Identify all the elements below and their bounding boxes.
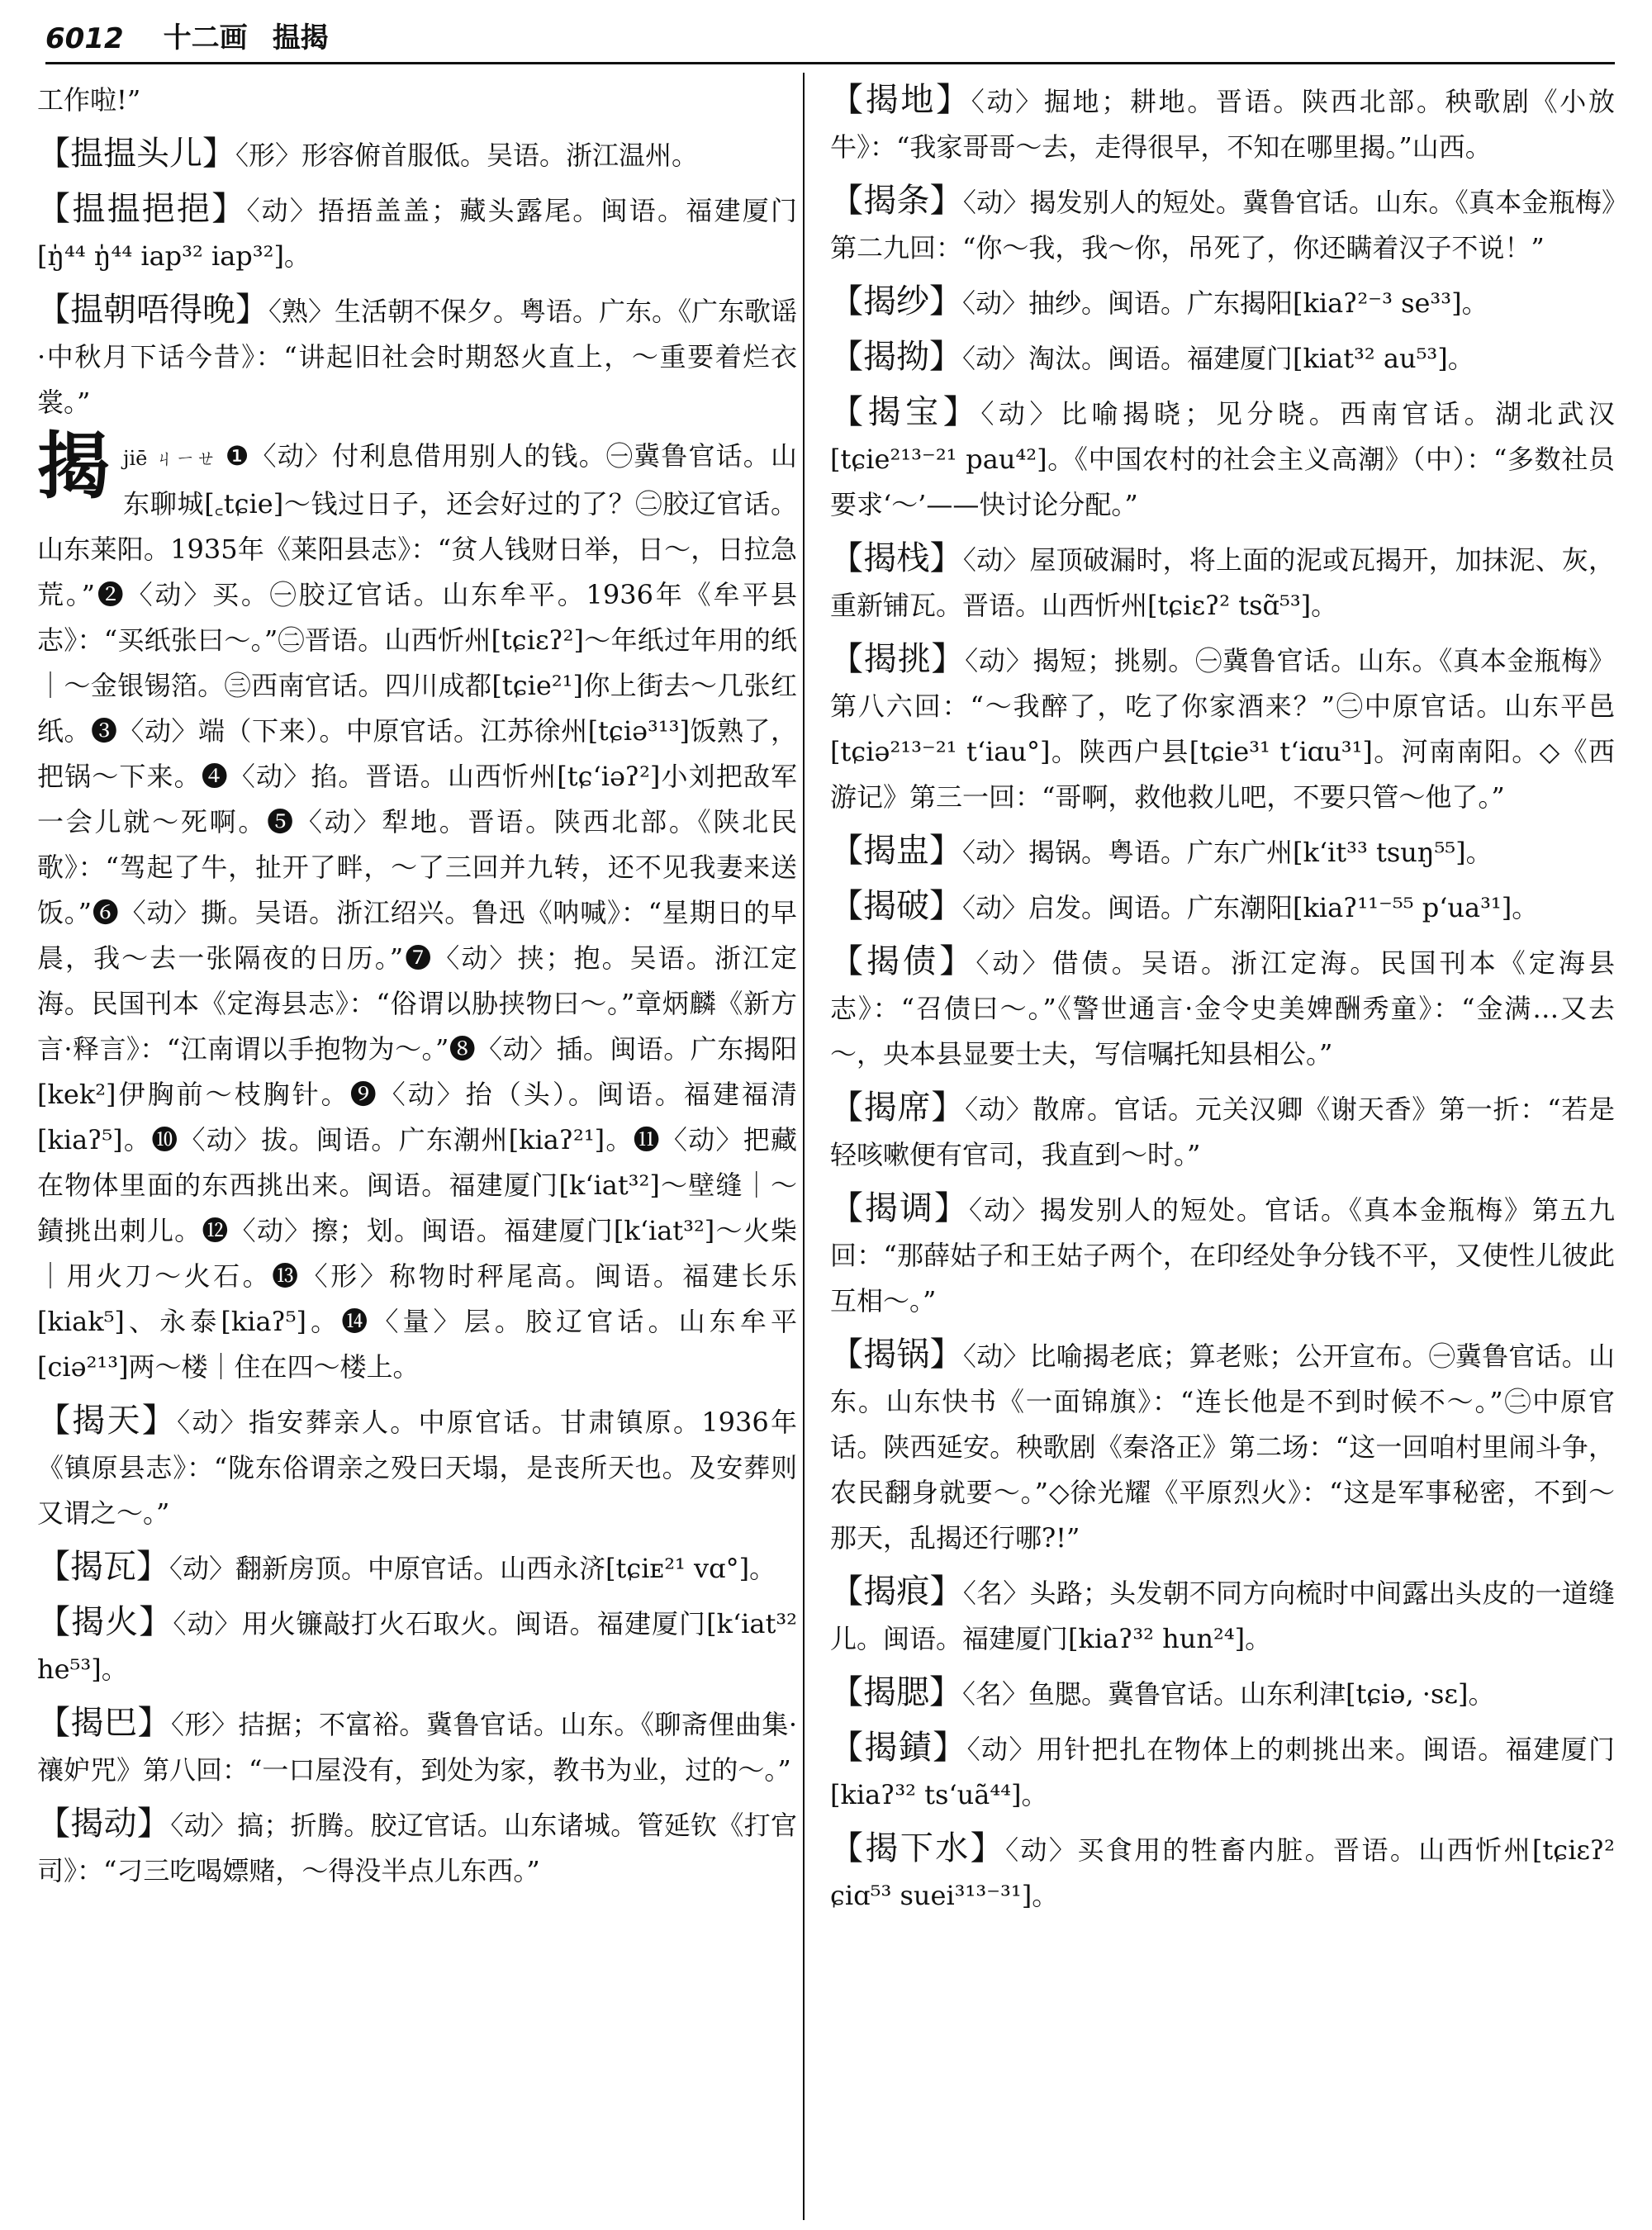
entry (37, 1398, 797, 1536)
entry-headword: 【揭破】 (830, 887, 962, 925)
entry-definition: 〈动〉屋顶破漏时，将上面的泥或瓦揭开，加抹泥、灰，重新铺瓦。晋语。山西忻州[tɕiɛʔ² tsɑ̃⁵³]。 (830, 544, 1615, 621)
page-number: 6012 (45, 22, 124, 55)
entry-definition: 〈熟〉生活朝不保夕。粤语。广东。《广东歌谣·中秋月下话今昔》：“讲起旧社会时期怒火直上，～重要着烂衣裳。” (37, 296, 797, 418)
entry (830, 1670, 1615, 1717)
entry (830, 1826, 1615, 1919)
entry (830, 390, 1615, 528)
entry-headword: 【揭动】 (37, 1805, 171, 1843)
entry-headword: 【揾揾挹挹】 (37, 190, 247, 228)
entry-headword: 【揭纱】 (830, 282, 962, 320)
entry-headword: 【揾朝唔得晚】 (37, 291, 268, 329)
header-characters: 揾揭 (272, 21, 329, 55)
pronunciation: jiē ㄐㄧㄝ (123, 447, 217, 470)
entry-definition: 〈动〉掘地；耕地。晋语。陕西北部。秧歌剧《小放牛》：“我家哥哥～去，走得很早，不知在哪里揭。”山西。 (830, 86, 1615, 163)
entry (830, 828, 1615, 875)
entry-headword: 【揭腮】 (830, 1673, 962, 1711)
entry-headword: 【揭调】 (830, 1189, 969, 1227)
entry (830, 334, 1615, 382)
entry-definition: 〈动〉启发。闽语。广东潮阳[kiaʔ¹¹⁻⁵⁵ p‘ua³¹]。 (962, 892, 1539, 923)
entry (830, 939, 1615, 1077)
entry-headword: 【揭栈】 (830, 539, 963, 577)
entry (37, 1801, 797, 1894)
entry-definition: 〈动〉买食用的牲畜内脏。晋语。山西忻州[tɕiɛʔ² ɕiɑ⁵³ suei³¹³⁻³¹]。 (830, 1834, 1615, 1911)
entry (37, 1544, 797, 1592)
entry-definition: 〈动〉抽纱。闽语。广东揭阳[kiaʔ²⁻³ se³³]。 (962, 287, 1488, 319)
entry-definition: 〈动〉用针把扎在物体上的刺挑出来。闽语。福建厦门[kiaʔ³² ts‘uã⁴⁴]。 (830, 1734, 1615, 1810)
entry-definition: 〈动〉捂捂盖盖；藏头露尾。闽语。福建厦门[ŋ̍⁴⁴ ŋ̍⁴⁴ iap³² iap³²]。 (37, 195, 797, 272)
entry (830, 279, 1615, 326)
right-column (830, 78, 1615, 2217)
entry (37, 1600, 797, 1692)
entry-headword: 【揭锅】 (830, 1336, 963, 1374)
entry-definition: 〈动〉指安葬亲人。中原官话。甘肃镇原。1936年《镇原县志》：“陇东俗谓亲之殁曰天塌，是丧所天也。及安葬则又谓之～。” (37, 1407, 797, 1529)
entry (830, 1725, 1615, 1818)
entry-definition: 〈动〉揭锅。粤语。广东广州[k‘it³³ tsuŋ⁵⁵]。 (962, 837, 1493, 868)
stroke-section: 十二画 (163, 21, 248, 55)
entry (830, 1569, 1615, 1662)
entry-definition: 〈动〉用火镰敲打火石取火。闽语。福建厦门[k‘iat³² he⁵³]。 (37, 1608, 797, 1685)
entry-definition: 〈动〉比喻揭晓；见分晓。西南官话。湖北武汉[tɕie²¹³⁻²¹ pau⁴²]。《中国农村的社会主义高潮》（中）：“多数社员要求‘～’——快讨论分配。” (830, 398, 1615, 520)
page-header (45, 15, 1615, 64)
entry (37, 287, 797, 425)
entry-headword: 【揭痕】 (830, 1573, 963, 1611)
entry (830, 884, 1615, 931)
entry (830, 1085, 1615, 1178)
entry-definition: 〈动〉揭短；挑剔。㊀冀鲁官话。山东。《真本金瓶梅》第八六回：“～我醉了，吃了你家酒来？”㊁中原官话。山东平邑[tɕiə²¹³⁻²¹ t‘iau°]。陕西户县[tɕie³¹ t‘iɑu³¹]。河南南阳。◇《西游记》第三一回：“哥啊，救他救儿吧，不要只管～他了。” (830, 645, 1615, 813)
left-column (37, 78, 797, 2217)
entry (37, 1701, 797, 1793)
entry-definition: 〈名〉鱼腮。冀鲁官话。山东利津[tɕiə, ·sɛ]。 (962, 1678, 1495, 1710)
entry-headword: 【揭地】 (830, 81, 971, 119)
entry-headword: 【揭宝】 (830, 393, 981, 431)
entry-headword: 【揭条】 (830, 182, 963, 220)
entry-definition: 〈动〉揭发别人的短处。冀鲁官话。山东。《真本金瓶梅》第二九回：“你～我，我～你，吊死了，你还瞒着汉子不说！” (830, 187, 1615, 263)
entry (37, 187, 797, 279)
entry-headword: 【揭下水】 (830, 1829, 1006, 1867)
entry-headword: 【揭巴】 (37, 1704, 171, 1742)
entry-headword: 【揭拗】 (830, 338, 962, 376)
entry (830, 178, 1615, 271)
entry (830, 536, 1615, 629)
entry-definition: 〈形〉形容俯首服低。吴语。浙江温州。 (235, 140, 699, 171)
main-entry-definition: ❶〈动〉付利息借用别人的钱。㊀冀鲁官话。山东聊城[꜀tɕie]～钱过日子，还会好过的了？㊁胶辽官话。山东莱阳。1935年《莱阳县志》：“贫人钱财日举，日～，日拉急荒。”❷〈动〉买。㊀胶辽官话。山东牟平。1936年《牟平县志》：“买纸张曰～。”㊁晋语。山西忻州[tɕiɛʔ²]～年纸过年用的纸｜～金银锡箔。㊂西南官话。四川成都[tɕie²¹]你上街去～几张红纸。❸〈动〉端（下来）。中原官话。江苏徐州[tɕiə³¹³]饭熟了，把锅～下来。❹〈动〉掐。晋语。山西忻州[tɕ‘iəʔ²]小刘把敌军一会儿就～死啊。❺〈动〉犁地。晋语。陕西北部。《陕北民歌》：“驾起了牛，扯开了畔，～了三回并九转，还不见我妻来送饭。”❻〈动〉撕。吴语。浙江绍兴。鲁迅《呐喊》：“星期日的早晨，我～去一张隔夜的日历。”❼〈动〉挟；抱。吴语。浙江定海。民国刊本《定海县志》：“俗谓以胁挟物曰～。”章炳麟《新方言·释言》：“江南谓以手抱物为～。”❽〈动〉插。闽语。广东揭阳[kek²]伊胸前～枝胸针。❾〈动〉抬（头）。闽语。福建福清[kiaʔ⁵]。❿〈动〉拔。闽语。广东潮州[kiaʔ²¹]。⓫〈动〉把藏在物体里面的东西挑出来。闽语。福建厦门[k‘iat³²]～壁缝｜～䥊挑出刺儿。⓬〈动〉擦；划。闽语。福建厦门[k‘iat³²]～火柴｜用火刀～火石。⓭〈形〉称物时秤尾高。闽语。福建长乐[kiak⁵]、永泰[kiaʔ⁵]。⓮〈量〉层。胶辽官话。山东牟平[ciə²¹³]两～楼｜住在四～楼上。 (37, 440, 797, 1383)
entry-definition: 〈动〉借债。吴语。浙江定海。民国刊本《定海县志》：“召债曰～。”《警世通言·金令史美婢酬秀童》：“金满…又去～，央本县显要士夫，写信嘱托知县相公。” (830, 947, 1615, 1070)
entry-definition: 〈动〉淘汰。闽语。福建厦门[kiat³² au⁵³]。 (962, 343, 1474, 374)
entry (830, 78, 1615, 170)
entry-definition: 〈动〉揭发别人的短处。官话。《真本金瓶梅》第五九回：“那薛姑子和王姑子两个，在印经处争分钱不平，又使性儿彼此互相～。” (830, 1194, 1615, 1317)
entry-headword: 【揭瓦】 (37, 1548, 169, 1586)
entry-headword: 【揾揾头儿】 (37, 135, 235, 173)
entry-definition: 〈动〉搞；折腾。胶辽官话。山东诸城。管延钦《打官司》：“刁三吃喝嫖赌，～得没半点儿东西。” (37, 1810, 797, 1886)
entry-headword: 【揭债】 (830, 942, 976, 980)
entry-definition: 〈动〉翻新房顶。中原官话。山西永济[tɕiᴇ²¹ vɑ°]。 (169, 1553, 776, 1584)
entry-definition: 〈动〉比喻揭老底；算老账；公开宣布。㊀冀鲁官话。山东。山东快书《一面锦旗》：“连长他是不到时候不～。”㊁中原官话。陕西延安。秧歌剧《秦洛正》第二场：“这一回咱村里闹斗争，农民翻身就要～。”◇徐光耀《平原烈火》：“这是军事秘密，不到～那天，乱揭还行哪?!” (830, 1340, 1615, 1554)
entry-headword: 【揭挑】 (830, 640, 966, 678)
entry (37, 131, 797, 178)
entry-definition: 〈名〉头路；头发朝不同方向梳时中间露出头皮的一道缝儿。闽语。福建厦门[kiaʔ³² hun²⁴]。 (830, 1578, 1615, 1654)
entry (830, 637, 1615, 820)
main-character-entry (37, 423, 797, 1390)
entry (830, 1332, 1615, 1561)
entry-definition: 〈形〉拮据；不富裕。冀鲁官话。山东。《聊斋俚曲集·禳妒咒》第八回：“一口屋没有，到处为家，教书为业，过的～。” (37, 1709, 797, 1786)
entry-headword: 【揭盅】 (830, 832, 962, 870)
column-divider (803, 73, 805, 2220)
continuation-text: 工作啦!” (37, 84, 141, 116)
entry-definition: 〈动〉散席。官话。元关汉卿《谢天香》第一折：“若是轻咳嗽便有官司，我直到～时。” (830, 1094, 1615, 1170)
entry-headword: 【揭火】 (37, 1603, 173, 1641)
main-headword-character: 揭 (37, 423, 111, 509)
entry-headword: 【揭天】 (37, 1402, 178, 1440)
entry-headword: 【揭席】 (830, 1089, 966, 1127)
entry (830, 1186, 1615, 1324)
entry-headword: 【揭䥊】 (830, 1729, 967, 1767)
